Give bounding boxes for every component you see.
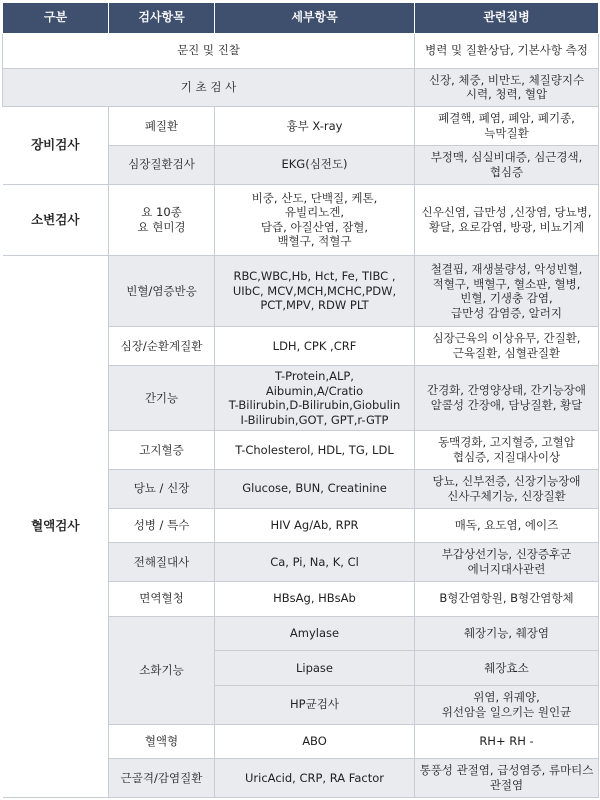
disease-cell: 부갑상선기능, 신장증후군 에너지대사관련 [415, 543, 599, 582]
disease-cell: 병력 및 질환상담, 기본사항 측정 [415, 34, 599, 69]
table-row [3, 107, 599, 146]
detail-cell: HBsAg, HBsAb [215, 581, 415, 616]
detail-cell: UricAcid, CRP, RA Factor [215, 759, 415, 798]
item-cell: 심장/순환계질환 [109, 327, 215, 366]
detail-cell: Ca, Pi, Na, K, Cl [215, 543, 415, 582]
disease-cell: 신장, 체중, 비만도, 체질량지수 시력, 청력, 혈압 [415, 68, 599, 107]
item-cell: 혈액형 [109, 724, 215, 759]
item-cell: 문진 및 진찰 [3, 34, 415, 69]
detail-cell: 흉부 X-ray [215, 107, 415, 146]
detail-cell: HP균검사 [215, 685, 415, 724]
disease-cell: RH+ RH - [415, 724, 599, 759]
category-cell: 혈액검사 [3, 256, 109, 798]
table-row [3, 184, 599, 255]
disease-cell: 부정맥, 심실비대증, 심근경색, 협심증 [415, 146, 599, 185]
table-row [3, 68, 599, 107]
disease-cell: 통풍성 관절염, 급성염증, 류마티스 관절염 [415, 759, 599, 798]
header-category: 구분 [3, 3, 109, 34]
disease-cell: 간경화, 간영양상태, 간기능장애 알콜성 간장애, 담낭질환, 황달 [415, 366, 599, 431]
detail-cell: T-Protein,ALP, Aibumin,A/Cratio T-Bilirubin,D-Bilirubin,Giobulin I-Bilirubin,GOT, GPT,r-GTP [215, 366, 415, 431]
header-disease: 관련질병 [415, 3, 599, 34]
disease-cell: 췌장기능, 췌장염 [415, 616, 599, 651]
header-detail: 세부항목 [215, 3, 415, 34]
detail-cell: 비중, 산도, 단백질, 케톤, 유빌리노겐, 담즙, 아질산염, 잠혈, 백혈구, 적혈구 [215, 184, 415, 255]
detail-cell: ABO [215, 724, 415, 759]
item-cell: 기 초 검 사 [3, 68, 415, 107]
disease-cell: 췌장효소 [415, 651, 599, 686]
disease-cell: 철결핍, 재생불량성, 악성빈혈, 적혈구, 백혈구, 혈소판, 혈병, 빈혈, 기생충 감염, 급만성 감염증, 알러지 [415, 256, 599, 327]
disease-cell: 위염, 위궤양, 위선암을 일으키는 원인균 [415, 685, 599, 724]
header-row [3, 3, 599, 34]
disease-cell: 당뇨, 신부전증, 신장기능장애 신사구체기능, 신장질환 [415, 469, 599, 508]
disease-cell: 심장근육의 이상유무, 간질환, 근육질환, 심혈관질환 [415, 327, 599, 366]
item-cell: 빈혈/염증반응 [109, 256, 215, 327]
health-checkup-table [2, 2, 599, 798]
detail-cell: LDH, CPK ,CRF [215, 327, 415, 366]
item-cell: 폐질환 [109, 107, 215, 146]
disease-cell: 신우신염, 급만성 ,신장염, 당뇨병, 황달, 요로감염, 방광, 비뇨기계 [415, 184, 599, 255]
header-item: 검사항목 [109, 3, 215, 34]
detail-cell: T-Cholesterol, HDL, TG, LDL [215, 431, 415, 470]
detail-cell: Amylase [215, 616, 415, 651]
item-cell: 소화기능 [109, 616, 215, 724]
detail-cell: HIV Ag/Ab, RPR [215, 508, 415, 543]
disease-cell: 폐결핵, 폐염, 폐암, 폐기종, 늑막질환 [415, 107, 599, 146]
detail-cell: RBC,WBC,Hb, Hct, Fe, TIBC , UIbC, MCV,MCH,MCHC,PDW, PCT,MPV, RDW PLT [215, 256, 415, 327]
item-cell: 면역혈청 [109, 581, 215, 616]
item-cell: 성병 / 특수 [109, 508, 215, 543]
disease-cell: 매독, 요도염, 에이즈 [415, 508, 599, 543]
item-cell: 고지혈증 [109, 431, 215, 470]
disease-cell: B형간염항원, B형간염항체 [415, 581, 599, 616]
detail-cell: Lipase [215, 651, 415, 686]
item-cell: 전해질대사 [109, 543, 215, 582]
item-cell: 심장질환검사 [109, 146, 215, 185]
category-cell: 소변검사 [3, 184, 109, 255]
detail-cell: Glucose, BUN, Creatinine [215, 469, 415, 508]
detail-cell: EKG(심전도) [215, 146, 415, 185]
item-cell: 근골격/감염질환 [109, 759, 215, 798]
disease-cell: 동맥경화, 고지혈증, 고혈압 협심증, 지질대사이상 [415, 431, 599, 470]
item-cell: 당뇨 / 신장 [109, 469, 215, 508]
category-cell: 장비검사 [3, 107, 109, 184]
item-cell: 간기능 [109, 366, 215, 431]
table-row [3, 34, 599, 69]
table-row [3, 256, 599, 327]
item-cell: 요 10종 요 현미경 [109, 184, 215, 255]
